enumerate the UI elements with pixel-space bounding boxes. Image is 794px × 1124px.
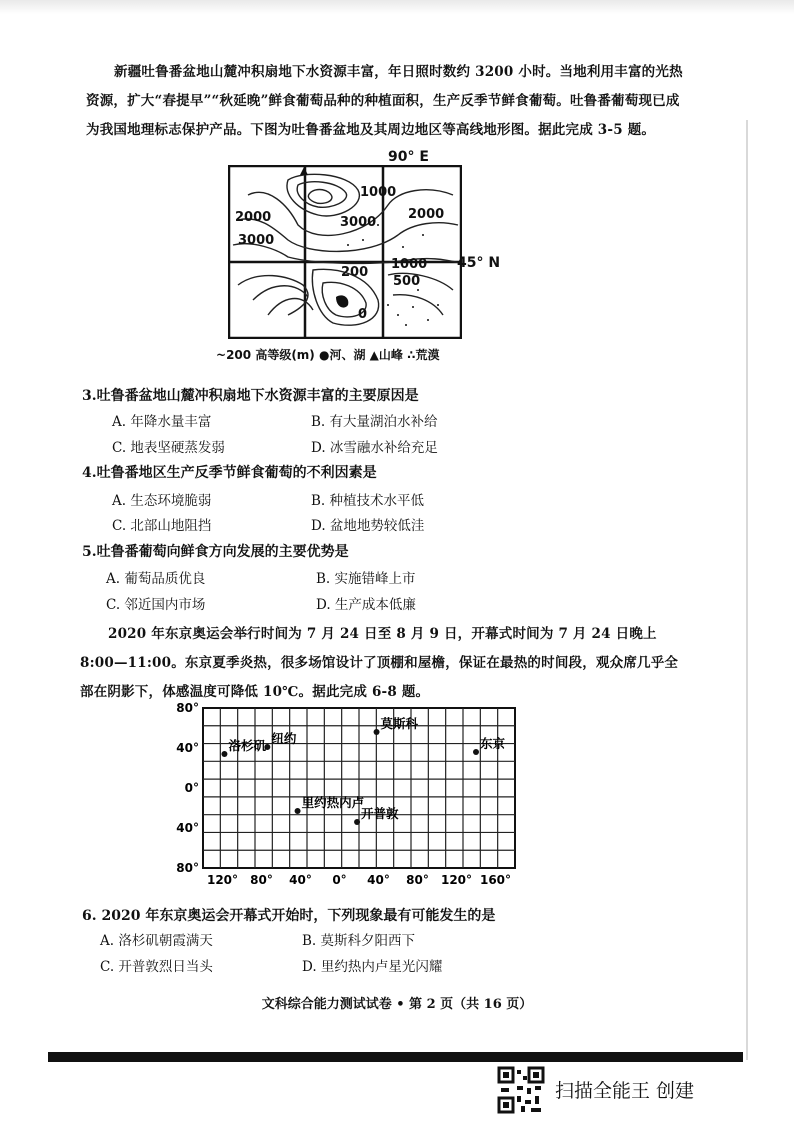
contour-label: 2000: [235, 210, 272, 225]
contour-map: [228, 165, 462, 339]
legend-peak-text: 山峰: [378, 348, 403, 362]
peak-icon: ▲: [369, 348, 379, 362]
qr-code-icon: [497, 1066, 545, 1114]
passage-tokyo: 2020 年东京奥运会举行时间为 7 月 24 日至 8 月 9 日，开幕式时间为 7 月 24 日晚上 8:00—11:00。东京夏季炎热，很多场馆设计了顶棚和屋檐，保证在最热的时间段，观众席几乎全部在阴影下，体感温度可降低 10℃。据此完成 6-8 题。: [80, 626, 679, 700]
question-3-option-b[interactable]: B. 有大量湖泊水补给: [311, 414, 438, 430]
longitude-tick-label: 40°: [367, 873, 390, 887]
contour-label: 200: [341, 265, 369, 280]
city-dot: [374, 729, 380, 735]
page-edge-line: [746, 120, 748, 1060]
longitude-tick-label: 120°: [206, 873, 239, 887]
contour-label: 0: [358, 307, 368, 322]
latitude-tick-label: 80°: [176, 861, 199, 875]
latitude-tick-label: 0°: [184, 781, 199, 795]
latitude-tick-label: 40°: [176, 821, 199, 835]
lake-icon: ●: [318, 348, 330, 362]
question-5-option-c[interactable]: C. 邻近国内市场: [106, 597, 206, 613]
question-5-option-a[interactable]: A. 葡萄品质优良: [106, 571, 206, 587]
question-3-option-c[interactable]: C. 地表坚硬蒸发弱: [112, 440, 225, 456]
latitude-tick-label: 80°: [176, 701, 199, 715]
city-label: 莫斯科: [380, 716, 419, 731]
longitude-tick-label: 0°: [332, 873, 347, 887]
question-3-option-a[interactable]: A. 年降水量丰富: [112, 414, 212, 430]
longitude-label: 90° E: [388, 149, 429, 165]
question-4-option-d[interactable]: D. 盆地地势较低洼: [311, 518, 425, 534]
question-6-option-d[interactable]: D. 里约热内卢星光闪耀: [302, 959, 443, 975]
question-4-stem: 4.吐鲁番地区生产反季节鲜食葡萄的不利因素是: [82, 465, 377, 481]
city-label: 纽约: [271, 731, 297, 746]
city-label: 里约热内卢: [301, 795, 365, 810]
longitude-tick-label: 40°: [289, 873, 312, 887]
desert-icon: ∴: [407, 348, 416, 362]
question-5-option-b[interactable]: B. 实施错峰上市: [316, 571, 416, 587]
question-6-option-b[interactable]: B. 莫斯科夕阳西下: [302, 933, 416, 949]
passage-turpan: 新疆吐鲁番盆地山麓冲积扇地下水资源丰富，年日照时数约 3200 小时。当地利用丰富的光热资源，扩大“春提早”“秋延晚”鲜食葡萄品种的种植面积，生产反季节鲜食葡萄。吐鲁番葡萄现已成为我国地理标志保护产品。下图为吐鲁番盆地及其周边地区等高线地形图。据此完成 3-5 题。: [86, 64, 683, 138]
question-3-stem: 3.吐鲁番盆地山麓冲积扇地下水资源丰富的主要原因是: [82, 388, 419, 404]
question-4-option-a[interactable]: A. 生态环境脆弱: [112, 493, 212, 509]
city-label: 东京: [480, 736, 506, 751]
contour-label: 1000: [391, 257, 428, 272]
scanner-watermark: 扫描全能王 创建: [555, 1080, 695, 1102]
contour-label: 3000: [340, 215, 377, 230]
page-footer: 文科综合能力测试试卷 • 第 2 页（共 16 页）: [261, 997, 533, 1012]
contour-label: 500: [393, 274, 421, 289]
legend-contour-text: 高等级(m): [255, 348, 315, 362]
question-4-option-c[interactable]: C. 北部山地阻挡: [112, 518, 212, 534]
city-dot: [473, 749, 479, 755]
contour-label: 2000: [408, 207, 445, 222]
contour-map-svg: [228, 165, 462, 339]
city-dot: [295, 808, 301, 814]
question-3-option-d[interactable]: D. 冰雪融水补给充足: [311, 440, 438, 456]
map-legend: [216, 346, 439, 363]
latitude-label: 45° N: [457, 255, 501, 271]
contour-line-icon: ~: [216, 348, 227, 362]
contour-label: 3000: [238, 233, 275, 248]
question-4-option-b[interactable]: B. 种植技术水平低: [311, 493, 425, 509]
latitude-tick-label: 40°: [176, 741, 199, 755]
city-label: 洛杉矶: [228, 738, 266, 753]
question-6-option-c[interactable]: C. 开普敦烈日当头: [100, 959, 213, 975]
world-grid-map: [175, 700, 535, 895]
question-5-option-d[interactable]: D. 生产成本低廉: [316, 597, 416, 613]
page-bottom-edge: [48, 1052, 743, 1062]
question-6-option-a[interactable]: A. 洛杉矶朝霞满天: [100, 933, 213, 949]
page-top-shadow: [0, 0, 794, 14]
question-5-stem: 5.吐鲁番葡萄向鲜食方向发展的主要优势是: [82, 544, 349, 560]
legend-contour-value: 200: [226, 348, 252, 362]
longitude-tick-label: 120°: [440, 873, 473, 887]
city-dot: [221, 751, 227, 757]
contour-label: 1000: [360, 185, 397, 200]
legend-water-text: 河、湖: [329, 348, 366, 362]
longitude-tick-label: 80°: [406, 873, 429, 887]
longitude-tick-label: 160°: [479, 873, 512, 887]
legend-desert-text: 荒漠: [415, 348, 440, 362]
city-dot: [354, 819, 360, 825]
city-label: 开普敦: [361, 806, 399, 821]
question-6-stem: 6. 2020 年东京奥运会开幕式开始时，下列现象最有可能发生的是: [82, 908, 496, 924]
longitude-tick-label: 80°: [250, 873, 273, 887]
